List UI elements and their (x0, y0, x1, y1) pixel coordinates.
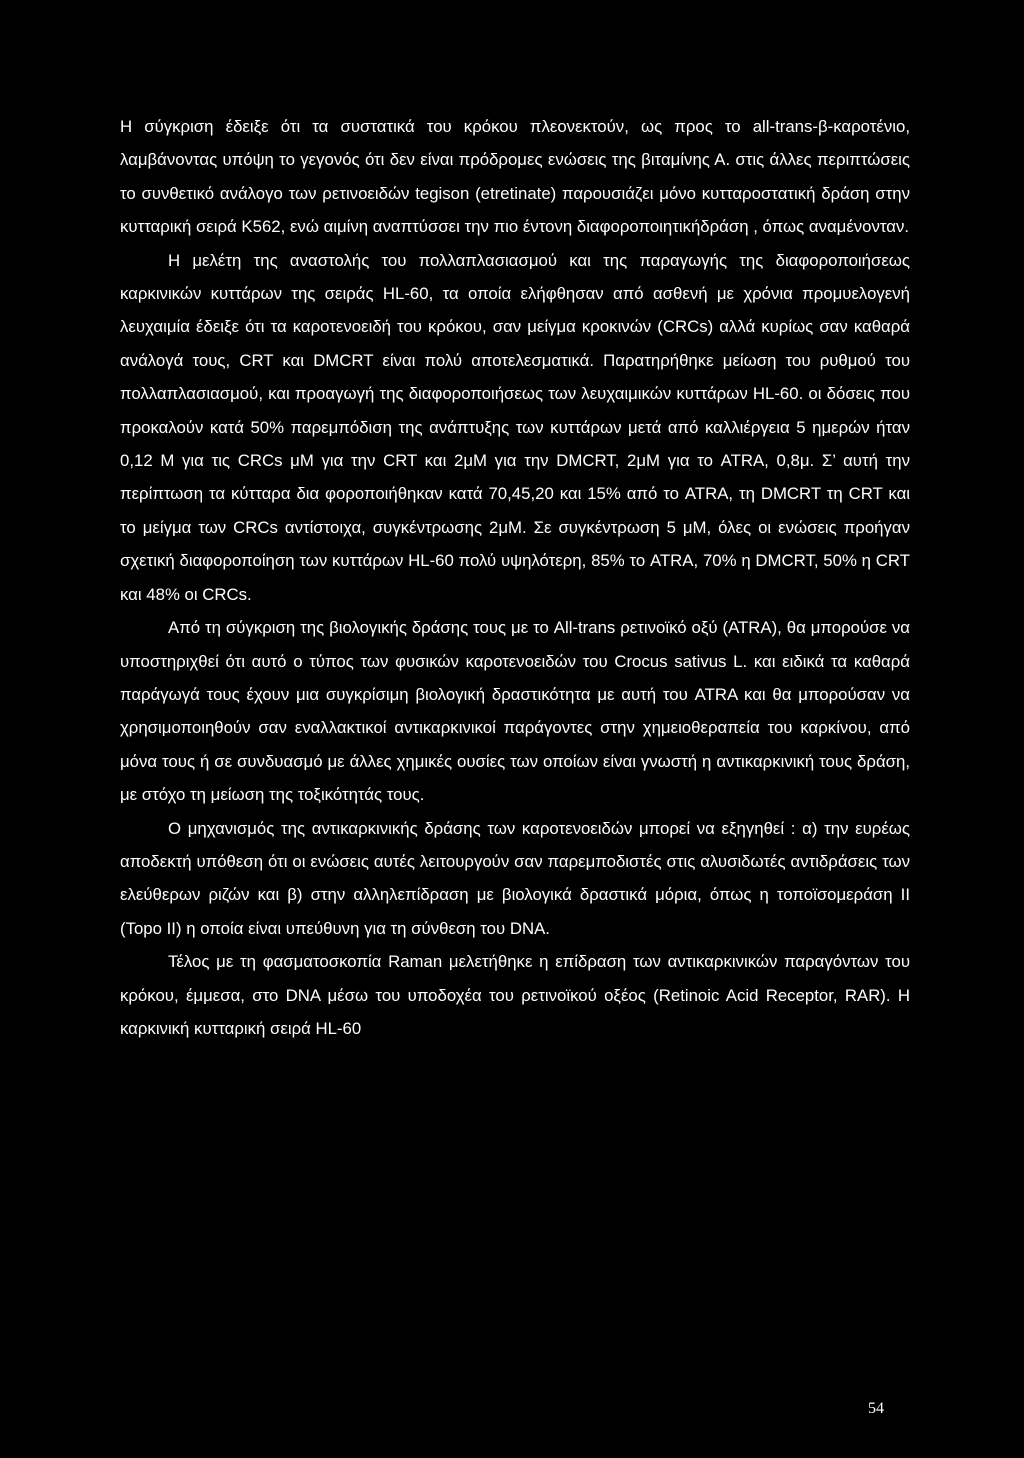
paragraph-comparison-vitamin-a: Η σύγκριση έδειξε ότι τα συστατικά του κρόκου πλεονεκτούν, ως προς το all-trans-β-καροτένιο, λαμβάνοντας υπόψη το γεγονός ότι δεν είναι πρόδρομες ενώσεις της βιταμίνης Α. στις άλλες περιπτώσεις το συνθετικό ανάλογο των ρετινοειδών tegison (etretinate) παρουσιάζει μόνο κυτταροστατική δράση στην κυτταρική σειρά Κ562, ενώ αιμίνη αναπτύσσει την πιο έντονη διαφοροποιητικήδράση , όπως αναμένονταν. (120, 117, 910, 237)
paragraph-raman: Τέλος με τη φασματοσκοπία Raman μελετήθηκε η επίδραση των αντικαρκινικών παραγόντων του κρόκου, έμμεσα, στο DNA μέσω του υποδοχέα του ρετινοϊκού οξέος (Retinoic Acid Receptor, RAR). Η καρκινική κυτταρική σειρά HL-60 (120, 952, 910, 1038)
paragraph-mechanism: Ο μηχανισμός της αντικαρκινικής δράσης των καροτενοειδών μπορεί να εξηγηθεί : α) την ευρέως αποδεκτή υπόθεση ότι οι ενώσεις αυτές λειτουργούν σαν παρεμποδιστές στις αλυσιδωτές αντιδράσεις των ελεύθερων ριζών και β) στην αλληλεπίδραση με βιολογικά δραστικά μόρια, όπως η τοποϊσομεράση II (Topo II) η οποία είναι υπεύθυνη για τη σύνθεση του DNA. (120, 818, 910, 938)
paragraph-atra-comparison: Από τη σύγκριση της βιολογικής δράσης τους με το All-trans ρετινοϊκό οξύ (ATRA), θα μπορούσε να υποστηριχθεί ότι αυτό ο τύπος των φυσικών καροτενοειδών του Crocus sativus L. και ειδικά τα καθαρά παράγωγά τους έχουν μια συγκρίσιμη βιολογική δραστικότητα με αυτή του ATRA και θα μπορούσαν να χρησιμοποιηθούν σαν εναλλακτικοί αντικαρκινικοί παράγοντες στην χημειοθεραπεία του καρκίνου, από μόνα τους ή σε συνδυασμό με άλλες χημικές ουσίες των οποίων είναι γνωστή η αντικαρκινική τους δράση, με στόχο τη μείωση της τοξικότητάς τους. (120, 618, 910, 805)
page-number: 54 (868, 1400, 884, 1417)
paragraph-hl60-study: Η μελέτη της αναστολής του πολλαπλασιασμού και της παραγωγής της διαφοροποιήσεως καρκινικών κυττάρων της σειράς HL-60, τα οποία ελήφθησαν από ασθενή με χρόνια προμυελογενή λευχαιμία έδειξε ότι τα καροτενοειδή του κρόκου, σαν μείγμα κροκινών (CRCs) αλλά κυρίως σαν καθαρά ανάλογά τους, CRT και DMCRT είναι πολύ αποτελεσματικά. Παρατηρήθηκε μείωση του ρυθμού του πολλαπλασιασμού, και προαγωγή της διαφοροποιήσεως των λευχαιμικών κυττάρων HL-60. οι δόσεις που προκαλούν κατά 50% παρεμπόδιση της ανάπτυξης των κυττάρων μετά από καλλιέργεια 5 ημερών ήταν 0,12 M για τις CRCs μM για την CRT και 2μM για την DMCRT, 2μM για το ATRA, 0,8μ. Σ’ αυτή την περίπτωση τα κύτταρα δια φοροποιήθηκαν κατά 70,45,20 και 15% από το ATRA, τη DMCRT τη CRT και το μείγμα των CRCs αντίστοιχα, συγκέντρωσης 2μM. Σε συγκέντρωση 5 μM, όλες οι ενώσεις προήγαν σχετική διαφοροποίηση των κυττάρων HL-60 πολύ υψηλότερη, 85% το ATRA, 70% η DMCRT, 50% η CRT και 48% οι CRCs. (120, 250, 910, 604)
body-text (120, 110, 910, 1045)
